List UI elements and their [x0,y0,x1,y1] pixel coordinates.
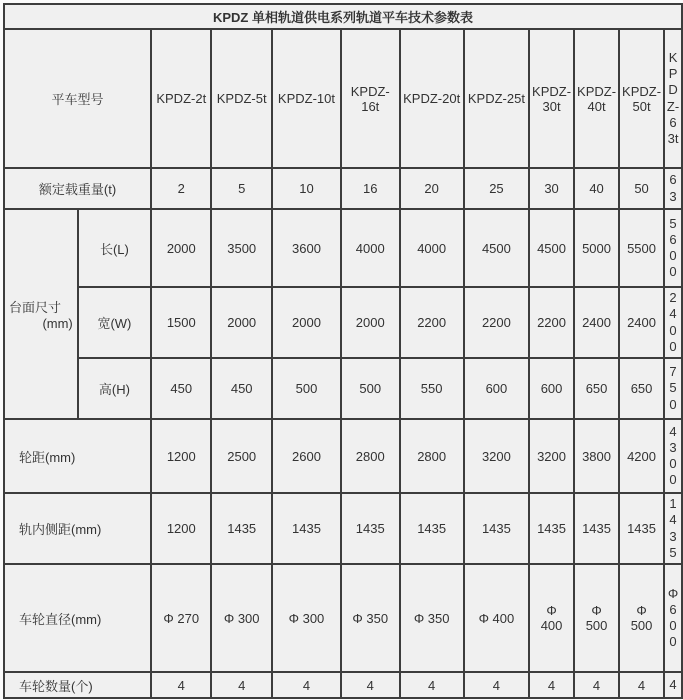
diameter-value-cell: Φ 300 [272,564,341,672]
length-value-cell: 4000 [341,209,400,287]
load-value-cell: 30 [529,168,574,209]
model-header: KPDZ-63t [664,29,682,168]
height-value-cell: 450 [211,358,271,419]
height-value-cell: 450 [151,358,211,419]
model-header: KPDZ-10t [272,29,341,168]
gauge-value-cell: 1435 [529,493,574,564]
diameter-value-cell: Φ 300 [211,564,271,672]
width-value-cell: 2200 [529,287,574,358]
gauge-value-cell: 1200 [151,493,211,564]
gauge-value-cell: 1435 [664,493,682,564]
model-header: KPDZ-20t [400,29,464,168]
wheelbase-value-cell: 2600 [272,419,341,493]
height-value-cell: 500 [272,358,341,419]
count-value-cell: 4 [211,672,271,698]
table-row [4,29,682,168]
deck-size-unit: (mm) [42,316,73,331]
header-label: 平车型号 [4,29,151,168]
wheelbase-value-cell: 4300 [664,419,682,493]
load-value-cell: 2 [151,168,211,209]
model-header: KPDZ-16t [341,29,400,168]
gauge-value-cell: 1435 [272,493,341,564]
length-value-cell: 5600 [664,209,682,287]
row-label-gauge: 轨内侧距(mm) [4,493,151,564]
width-value-cell: 2200 [400,287,464,358]
length-value-cell: 3500 [211,209,271,287]
count-value-cell: 4 [151,672,211,698]
row-label-deck-size [4,209,78,419]
table-row [4,564,682,672]
table-row [4,4,682,29]
width-value-cell: 2400 [664,287,682,358]
length-value-cell: 4000 [400,209,464,287]
height-value-cell: 650 [574,358,619,419]
length-value-cell: 2000 [151,209,211,287]
count-value-cell: 4 [341,672,400,698]
height-value-cell: 600 [529,358,574,419]
diameter-value-cell: Φ 600 [664,564,682,672]
row-label-count: 车轮数量(个) [4,672,151,698]
load-value-cell: 63 [664,168,682,209]
table-row [4,358,682,419]
height-value-cell: 550 [400,358,464,419]
height-value-cell: 650 [619,358,664,419]
diameter-value-cell: Φ 270 [151,564,211,672]
diameter-value-cell: Φ 350 [400,564,464,672]
count-value-cell: 4 [272,672,341,698]
wheelbase-value-cell: 3200 [464,419,529,493]
row-sublabel-length: 长(L) [78,209,151,287]
model-header: KPDZ-30t [529,29,574,168]
row-label-load: 额定载重量(t) [4,168,151,209]
count-value-cell: 4 [529,672,574,698]
width-value-cell: 2000 [272,287,341,358]
row-label-wheelbase: 轮距(mm) [4,419,151,493]
count-value-cell: 4 [574,672,619,698]
row-sublabel-width: 宽(W) [78,287,151,358]
diameter-value-cell: Φ 400 [464,564,529,672]
wheelbase-value-cell: 1200 [151,419,211,493]
model-header: KPDZ-40t [574,29,619,168]
deck-size-label: 台面尺寸 [9,300,62,315]
wheelbase-value-cell: 4200 [619,419,664,493]
count-value-cell: 4 [464,672,529,698]
load-value-cell: 20 [400,168,464,209]
load-value-cell: 40 [574,168,619,209]
wheelbase-value-cell: 2500 [211,419,271,493]
width-value-cell: 1500 [151,287,211,358]
height-value-cell: 500 [341,358,400,419]
width-value-cell: 2000 [211,287,271,358]
gauge-value-cell: 1435 [211,493,271,564]
wheelbase-value-cell: 3200 [529,419,574,493]
gauge-value-cell: 1435 [464,493,529,564]
model-header: KPDZ-50t [619,29,664,168]
length-value-cell: 3600 [272,209,341,287]
width-value-cell: 2200 [464,287,529,358]
load-value-cell: 10 [272,168,341,209]
diameter-value-cell: Φ 350 [341,564,400,672]
model-header: KPDZ-2t [151,29,211,168]
diameter-value-cell: Φ 500 [619,564,664,672]
wheelbase-value-cell: 2800 [341,419,400,493]
table-row [4,493,682,564]
gauge-value-cell: 1435 [341,493,400,564]
height-value-cell: 600 [464,358,529,419]
wheelbase-value-cell: 2800 [400,419,464,493]
row-label-diameter: 车轮直径(mm) [4,564,151,672]
row-sublabel-height: 高(H) [78,358,151,419]
count-value-cell: 4 [400,672,464,698]
width-value-cell: 2400 [619,287,664,358]
width-value-cell: 2000 [341,287,400,358]
model-header: KPDZ-25t [464,29,529,168]
diameter-value-cell: Φ 400 [529,564,574,672]
gauge-value-cell: 1435 [619,493,664,564]
length-value-cell: 4500 [529,209,574,287]
count-value-cell: 4 [664,672,682,698]
load-value-cell: 50 [619,168,664,209]
table-title: KPDZ 单相轨道供电系列轨道平车技术参数表 [4,4,682,29]
table-row [4,672,682,698]
table-row [4,209,682,287]
load-value-cell: 5 [211,168,271,209]
diameter-value-cell: Φ 500 [574,564,619,672]
count-value-cell: 4 [619,672,664,698]
table-row [4,287,682,358]
width-value-cell: 2400 [574,287,619,358]
model-header: KPDZ-5t [211,29,271,168]
load-value-cell: 25 [464,168,529,209]
table-row [4,168,682,209]
gauge-value-cell: 1435 [574,493,619,564]
length-value-cell: 5500 [619,209,664,287]
height-value-cell: 750 [664,358,682,419]
length-value-cell: 5000 [574,209,619,287]
load-value-cell: 16 [341,168,400,209]
wheelbase-value-cell: 3800 [574,419,619,493]
kpdz-spec-table [3,3,683,699]
table-row [4,419,682,493]
gauge-value-cell: 1435 [400,493,464,564]
length-value-cell: 4500 [464,209,529,287]
